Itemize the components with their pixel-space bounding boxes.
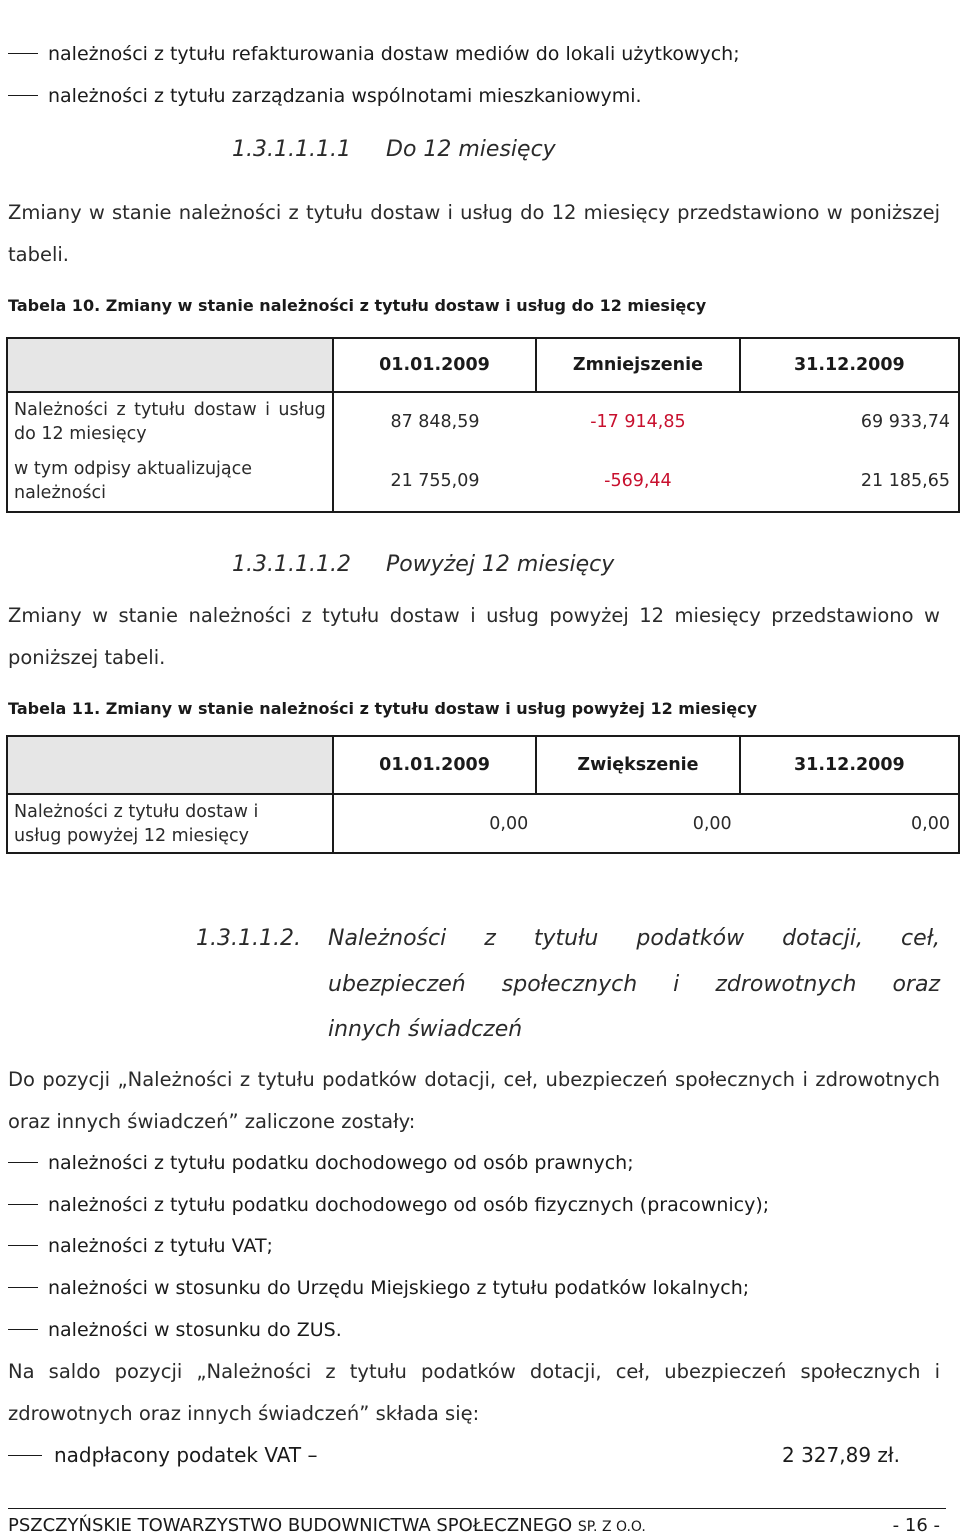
header-empty-cell xyxy=(7,736,333,794)
table-header-row xyxy=(7,736,959,794)
section-number: 1.3.1.1.2. xyxy=(196,926,301,951)
section-heading xyxy=(232,551,614,579)
paragraph: Zmiany w stanie należności z tytułu dostaw i usług do 12 miesięcy przedstawiono w poniższej tabeli. xyxy=(8,201,940,266)
list-item-text: należności z tytułu zarządzania wspólnotami mieszkaniowymi. xyxy=(48,85,642,107)
footer-company xyxy=(8,1515,646,1536)
section-title: Do 12 miesięcy xyxy=(386,137,556,162)
list-item-text: należności z tytułu VAT; xyxy=(48,1235,273,1257)
table-caption xyxy=(8,698,757,720)
section-number: 1.3.1.1.1.1 xyxy=(232,137,351,162)
list-item xyxy=(8,42,740,66)
list-item-text: należności w stosunku do Urzędu Miejskiego z tytułu podatków lokalnych; xyxy=(48,1277,750,1299)
table-caption xyxy=(8,295,706,317)
value-cell: -17 914,85 xyxy=(590,412,686,432)
dash-bullet xyxy=(8,1287,38,1288)
list-item-text: należności z tytułu podatku dochodowego od osób fizycznych (pracownicy); xyxy=(48,1194,770,1216)
value-cell: 0,00 xyxy=(333,794,536,853)
header-cell: Zwiększenie xyxy=(536,736,739,794)
dash-bullet xyxy=(8,1245,38,1246)
page-number: - 16 - xyxy=(892,1515,940,1536)
list-item xyxy=(8,84,642,108)
header-cell: 31.12.2009 xyxy=(740,338,959,392)
section-title-line: ubezpieczeń społecznych i zdrowotnych oraz xyxy=(328,972,940,997)
row-label xyxy=(7,794,333,853)
row-label-text: Należności z tytułu dostaw i usług powyżej 12 miesięcy xyxy=(14,801,259,846)
dash-bullet xyxy=(8,1329,38,1330)
header-empty-cell xyxy=(7,338,333,392)
table-11 xyxy=(6,735,960,854)
vat-item-label: nadpłacony podatek VAT – xyxy=(54,1443,318,1467)
vat-item xyxy=(8,1443,317,1467)
value-cell: 69 933,74 xyxy=(740,392,959,451)
paragraph: Do pozycji „Należności z tytułu podatków dotacji, ceł, ubezpieczeń społecznych i zdrowotnych oraz innych świadczeń” zaliczone zostały: xyxy=(8,1068,940,1133)
table-row xyxy=(7,794,959,853)
dash-bullet xyxy=(8,53,38,54)
value-cell: 21 755,09 xyxy=(333,451,536,512)
list-item-text: należności w stosunku do ZUS. xyxy=(48,1319,342,1341)
row-label xyxy=(7,392,333,451)
paragraph: Na saldo pozycji „Należności z tytułu podatków dotacji, ceł, ubezpieczeń społecznych i zdrowotnych oraz innych świadczeń” składa się: xyxy=(8,1360,940,1425)
value-cell: -569,44 xyxy=(536,451,740,512)
row-label-text: w tym odpisy aktualizujące należności xyxy=(14,459,253,503)
footer-divider xyxy=(8,1508,946,1509)
list-item-text: należności z tytułu refakturowania dostaw mediów do lokali użytkowych; xyxy=(48,43,740,65)
list-item xyxy=(8,1193,769,1217)
table-caption-text: Zmiany w stanie należności z tytułu dostaw i usług do 12 miesięcy xyxy=(105,296,707,315)
list-item xyxy=(8,1318,342,1342)
header-cell: 31.12.2009 xyxy=(740,736,959,794)
table-header-row xyxy=(7,338,959,392)
table-label: Tabela 11. xyxy=(8,699,101,718)
list-item xyxy=(8,1151,634,1175)
header-cell: 01.01.2009 xyxy=(333,338,536,392)
table-caption-text: Zmiany w stanie należności z tytułu dostaw i usług powyżej 12 miesięcy xyxy=(105,699,758,718)
company-suffix: SP. Z O.O. xyxy=(577,1519,646,1535)
section-title-line: innych świadczeń xyxy=(328,1017,523,1042)
value-cell: 21 185,65 xyxy=(740,451,959,512)
table-row xyxy=(7,451,959,512)
row-label-text: Należności z tytułu dostaw i usług do 12 miesięcy xyxy=(14,400,326,444)
dash-bullet xyxy=(8,1455,42,1456)
dash-bullet xyxy=(8,1162,38,1163)
dash-bullet xyxy=(8,1204,38,1205)
section-title: Powyżej 12 miesięcy xyxy=(386,552,615,577)
company-name: PSZCZYŃSKIE TOWARZYSTWO BUDOWNICTWA SPOŁECZNEGO xyxy=(8,1515,573,1536)
table-row xyxy=(7,392,959,451)
value-cell: 87 848,59 xyxy=(333,392,536,451)
paragraph: Zmiany w stanie należności z tytułu dostaw i usług powyżej 12 miesięcy przedstawiono w poniższej tabeli. xyxy=(8,604,940,669)
vat-amount: 2 327,89 zł. xyxy=(782,1443,900,1467)
section-heading xyxy=(232,136,556,164)
list-item-text: należności z tytułu podatku dochodowego od osób prawnych; xyxy=(48,1152,634,1174)
value-cell: 0,00 xyxy=(740,794,959,853)
section-number: 1.3.1.1.1.2 xyxy=(232,552,351,577)
value-cell: 0,00 xyxy=(536,794,739,853)
row-label xyxy=(7,451,333,512)
section-title-line: Należności z tytułu podatków dotacji, ceł, xyxy=(328,926,940,951)
list-item xyxy=(8,1276,749,1300)
header-cell: 01.01.2009 xyxy=(333,736,536,794)
list-item xyxy=(8,1234,273,1258)
header-cell: Zmniejszenie xyxy=(536,338,740,392)
table-10 xyxy=(6,337,960,513)
dash-bullet xyxy=(8,95,38,96)
table-label: Tabela 10. xyxy=(8,296,101,315)
